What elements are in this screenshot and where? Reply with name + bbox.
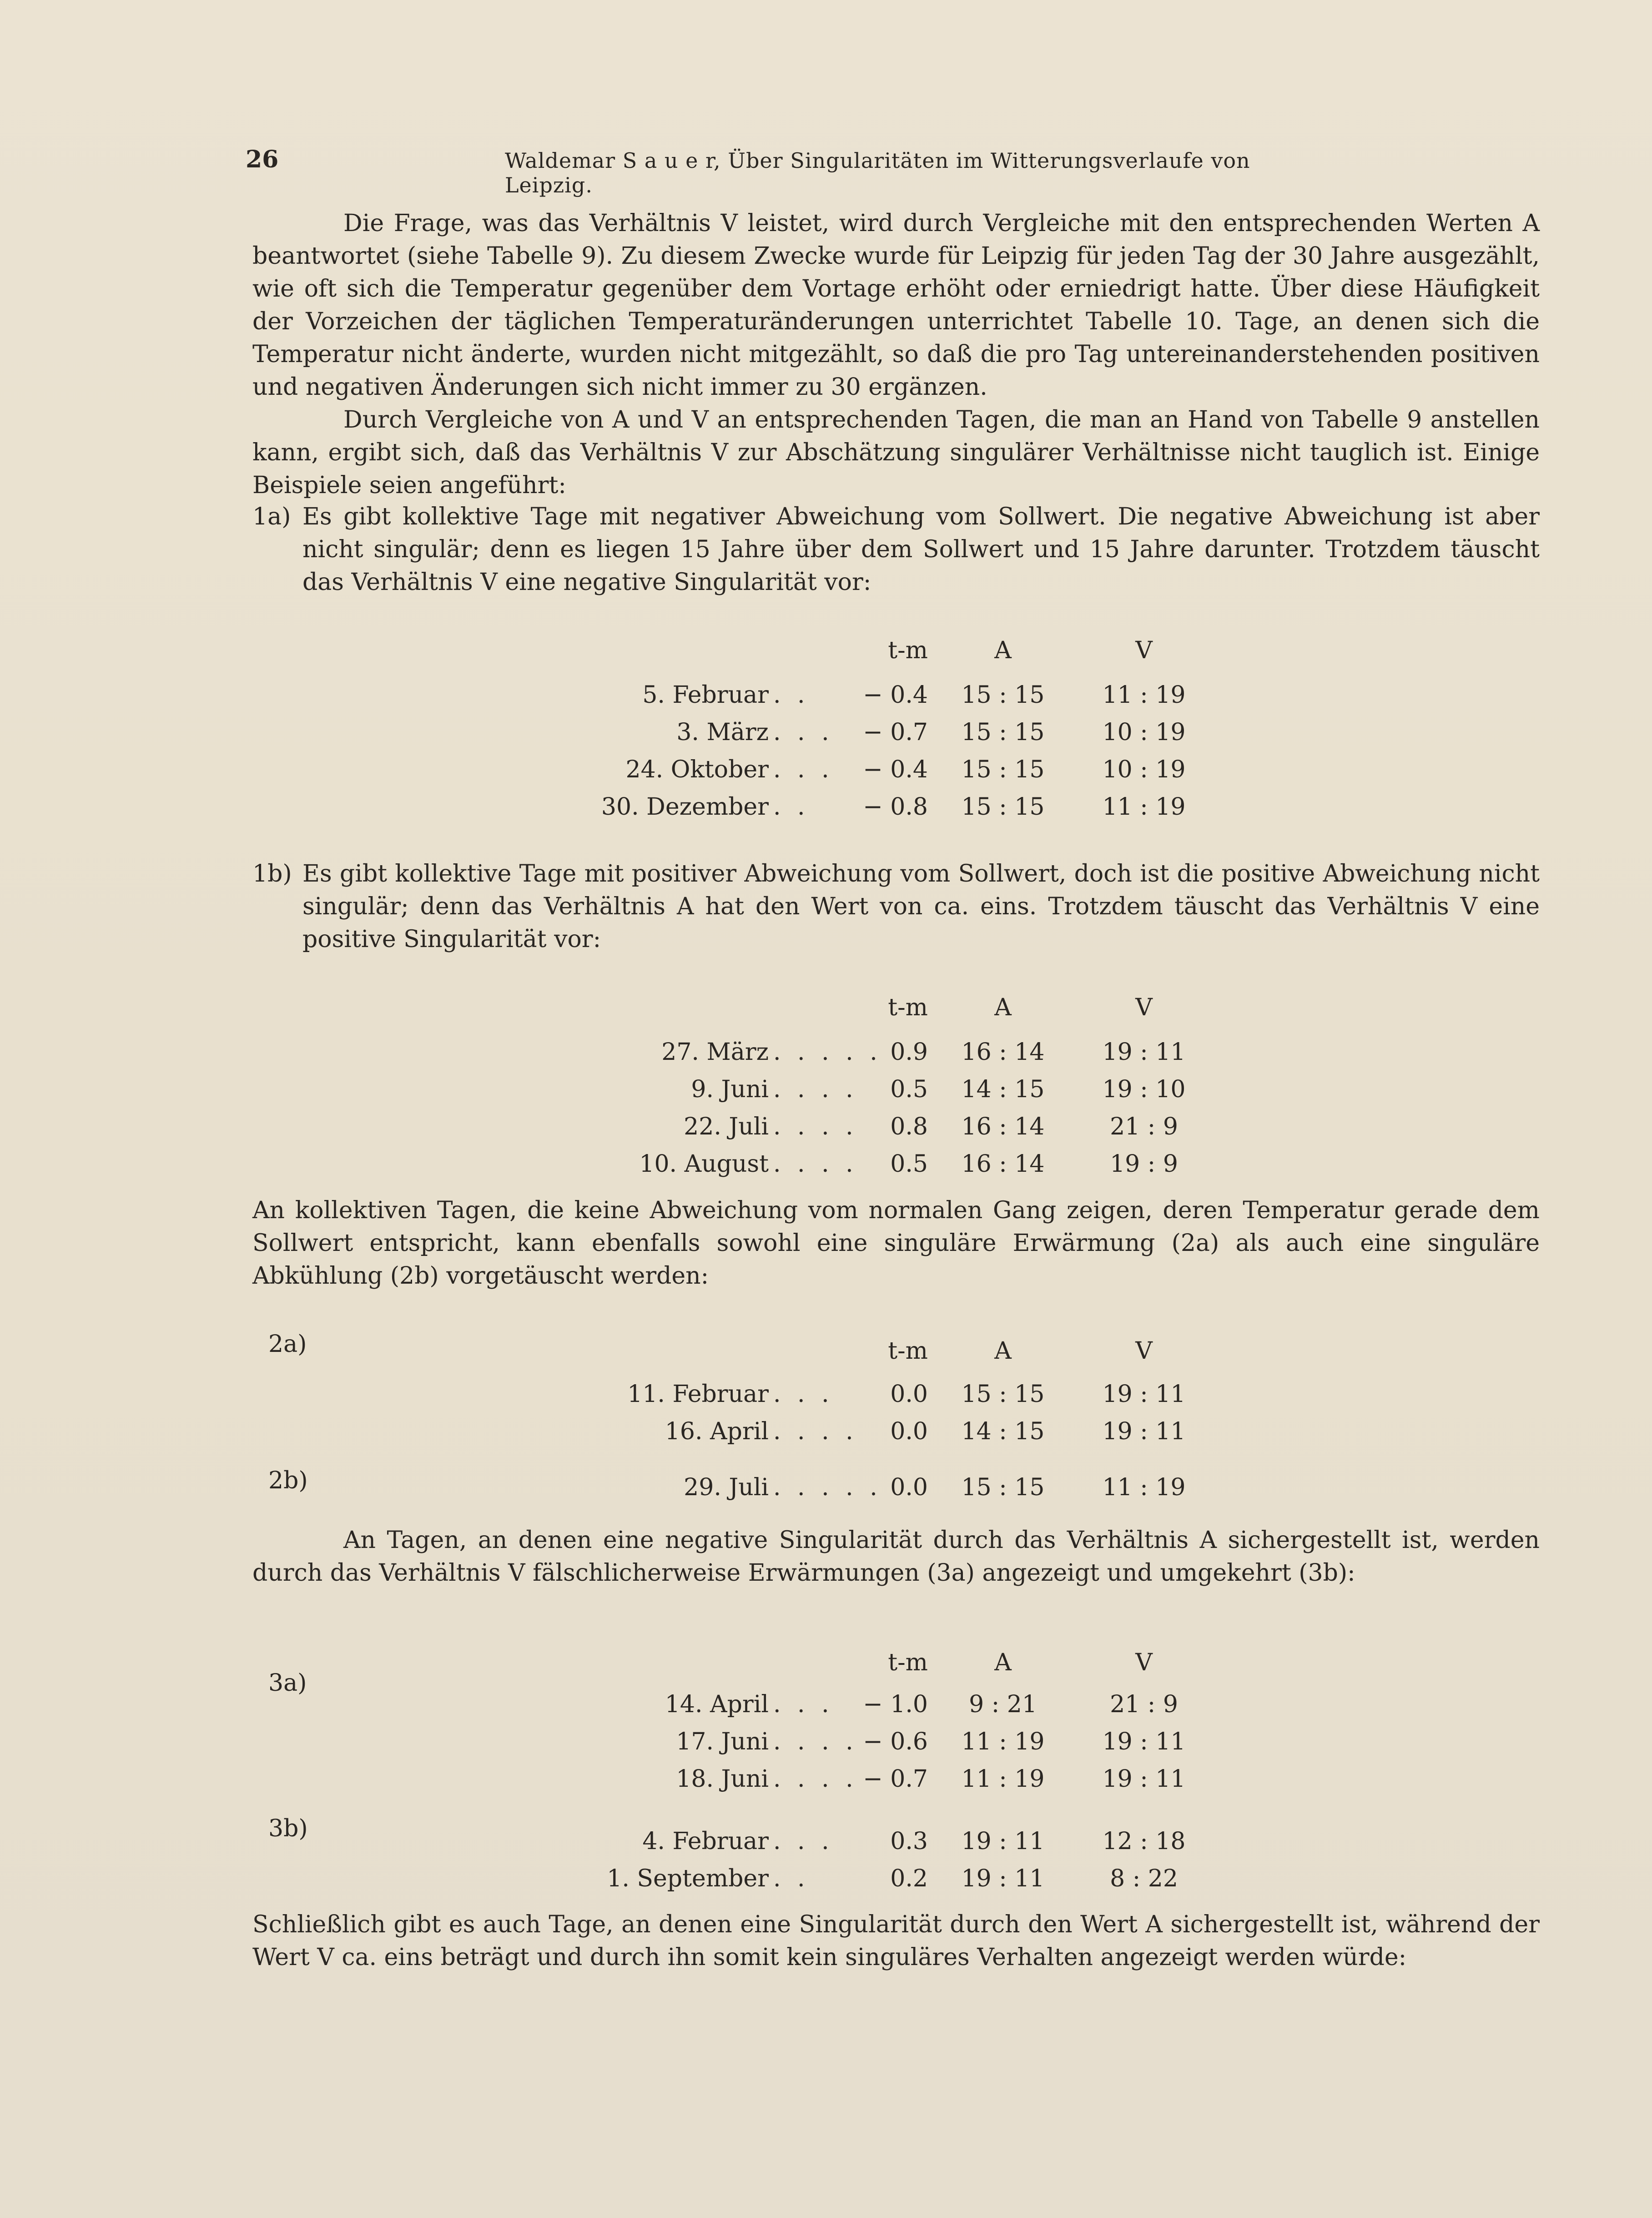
header-v: V xyxy=(1135,994,1153,1021)
example-1a xyxy=(252,500,1540,599)
example-1b xyxy=(252,857,1540,956)
cell-tm: − 0.6 xyxy=(863,1728,928,1755)
cell-date: 3. März xyxy=(676,719,769,746)
sub-label-3a: 3a) xyxy=(268,1669,307,1697)
paragraph: An Tagen, an denen eine negative Singularität durch das Verhältnis A sichergestellt ist, werden durch das Verhältnis V fälschlicherweise Erwärmungen (3a) angezeigt und umgekehrt (3b): xyxy=(252,1527,1540,1587)
cell-tm: 0.5 xyxy=(890,1150,928,1178)
cell-tm: − 0.7 xyxy=(863,719,928,746)
cell-dots: . . . . xyxy=(773,1113,858,1140)
cell-v: 10 : 19 xyxy=(1102,719,1186,746)
cell-dots: . . . xyxy=(773,756,834,783)
paragraph-5 xyxy=(252,1908,1540,1974)
cell-v: 12 : 18 xyxy=(1102,1828,1186,1855)
cell-date: 14. April xyxy=(665,1691,769,1718)
cell-date: 5. Februar xyxy=(642,681,769,709)
cell-dots: . . xyxy=(773,681,810,709)
cell-tm: 0.5 xyxy=(890,1076,928,1103)
cell-v: 10 : 19 xyxy=(1102,756,1186,783)
cell-v: 11 : 19 xyxy=(1102,681,1186,709)
cell-a: 16 : 14 xyxy=(961,1150,1045,1178)
cell-a: 15 : 15 xyxy=(961,1474,1045,1501)
cell-tm: − 0.4 xyxy=(863,681,928,709)
cell-date: 17. Juni xyxy=(676,1728,769,1755)
cell-a: 14 : 15 xyxy=(961,1418,1045,1445)
cell-dots: . . . xyxy=(773,1828,834,1855)
cell-a: 14 : 15 xyxy=(961,1076,1045,1103)
cell-a: 15 : 15 xyxy=(961,719,1045,746)
cell-dots: . . . . . xyxy=(773,1038,882,1066)
cell-tm: − 1.0 xyxy=(863,1691,928,1718)
cell-v: 19 : 10 xyxy=(1102,1076,1186,1103)
cell-tm: 0.3 xyxy=(890,1828,928,1855)
cell-tm: 0.8 xyxy=(890,1113,928,1140)
cell-v: 21 : 9 xyxy=(1110,1113,1178,1140)
cell-dots: . . . . xyxy=(773,1076,858,1103)
cell-tm: − 0.4 xyxy=(863,756,928,783)
cell-date: 18. Juni xyxy=(676,1765,769,1793)
cell-v: 19 : 11 xyxy=(1102,1765,1186,1793)
cell-a: 11 : 19 xyxy=(961,1728,1045,1755)
cell-date: 9. Juni xyxy=(691,1076,769,1103)
cell-a: 15 : 15 xyxy=(961,756,1045,783)
cell-a: 16 : 14 xyxy=(961,1038,1045,1066)
cell-a: 15 : 15 xyxy=(961,793,1045,821)
paragraph: Die Frage, was das Verhältnis V leistet, wird durch Vergleiche mit den entsprechenden Werten A beantwortet (siehe Tabelle 9). Zu diesem Zwecke wurde für Leipzig für jeden Tag der 30 Jahre ausgezählt, wie oft sich die Temperatur gegenüber dem Vortage erhöht oder erniedrigt hatte. Über diese Häufigkeit der Vorzeichen der täglichen Temperaturänderungen unterrichtet Tabelle 10. Tage, an denen sich die Temperatur nicht änderte, wurden nicht mitgezählt, so daß die pro Tag untereinanderstehenden positiven und negativen Änderungen sich nicht immer zu 30 ergänzen. xyxy=(252,210,1540,401)
sub-label-2b: 2b) xyxy=(268,1467,308,1494)
table-1a xyxy=(573,637,1255,828)
cell-a: 9 : 21 xyxy=(969,1691,1037,1718)
cell-dots: . . . xyxy=(773,719,834,746)
header-v: V xyxy=(1135,1649,1153,1676)
header-a: A xyxy=(994,1649,1012,1676)
cell-dots: . . . xyxy=(773,1381,834,1408)
paragraph: Durch Vergleiche von A und V an entsprechenden Tagen, die man an Hand von Tabelle 9 anstellen kann, ergibt sich, daß das Verhältnis V zur Abschätzung singulärer Verhältnisse nicht tauglich ist. Einige Beispiele seien angeführt: xyxy=(252,406,1540,499)
cell-tm: 0.0 xyxy=(890,1418,928,1445)
intro-paragraphs xyxy=(252,207,1540,502)
cell-date: 4. Februar xyxy=(642,1828,769,1855)
cell-dots: . . . . xyxy=(773,1728,858,1755)
cell-date: 16. April xyxy=(665,1418,769,1445)
paragraph: An kollektiven Tagen, die keine Abweichung vom normalen Gang zeigen, deren Temperatur gerade dem Sollwert entspricht, kann ebenfalls sowohl eine singuläre Erwärmung (2a) als auch eine singuläre Abkühlung (2b) vorgetäuscht werden: xyxy=(252,1197,1540,1290)
cell-v: 19 : 9 xyxy=(1110,1150,1178,1178)
header-tm: t-m xyxy=(888,1337,928,1365)
cell-a: 16 : 14 xyxy=(961,1113,1045,1140)
cell-dots: . . . xyxy=(773,1691,834,1718)
cell-tm: − 0.7 xyxy=(863,1765,928,1793)
cell-date: 10. August xyxy=(639,1150,769,1178)
header-a: A xyxy=(994,994,1012,1021)
running-title: Waldemar S a u e r, Über Singularitäten im Witterungsverlaufe von Leipzig. xyxy=(505,148,1250,197)
cell-v: 11 : 19 xyxy=(1102,1474,1186,1501)
header-v: V xyxy=(1135,1337,1153,1365)
cell-date: 22. Juli xyxy=(684,1113,769,1140)
cell-date: 1. September xyxy=(607,1865,769,1892)
cell-v: 21 : 9 xyxy=(1110,1691,1178,1718)
cell-tm: 0.9 xyxy=(890,1038,928,1066)
cell-dots: . . . . xyxy=(773,1418,858,1445)
cell-date: 11. Februar xyxy=(627,1381,769,1408)
sub-label-3b: 3b) xyxy=(268,1815,308,1842)
sub-label-2a: 2a) xyxy=(268,1331,307,1358)
cell-a: 11 : 19 xyxy=(961,1765,1045,1793)
example-text: Es gibt kollektive Tage mit negativer Abweichung vom Sollwert. Die negative Abweichung ist aber nicht singulär; denn es liegen 15 Jahre über dem Sollwert und 15 Jahre darunter. Trotzdem täuscht das Verhältnis V eine negative Singularität vor: xyxy=(302,503,1540,596)
cell-date: 30. Dezember xyxy=(601,793,769,821)
cell-dots: . . . . xyxy=(773,1150,858,1178)
cell-date: 29. Juli xyxy=(684,1474,769,1501)
header-tm: t-m xyxy=(888,637,928,664)
cell-v: 8 : 22 xyxy=(1110,1865,1178,1892)
cell-dots: . . xyxy=(773,1865,810,1892)
header-a: A xyxy=(994,1337,1012,1365)
header-tm: t-m xyxy=(888,994,928,1021)
example-label: 1a) xyxy=(252,503,291,530)
cell-v: 19 : 11 xyxy=(1102,1038,1186,1066)
cell-tm: 0.2 xyxy=(890,1865,928,1892)
cell-a: 15 : 15 xyxy=(961,1381,1045,1408)
paragraph-4 xyxy=(252,1524,1540,1589)
cell-tm: − 0.8 xyxy=(863,793,928,821)
cell-tm: 0.0 xyxy=(890,1474,928,1501)
table-3 xyxy=(573,1649,1255,1904)
paragraph-3 xyxy=(252,1194,1540,1292)
cell-v: 19 : 11 xyxy=(1102,1728,1186,1755)
cell-date: 24. Oktober xyxy=(625,756,769,783)
cell-dots: . . xyxy=(773,793,810,821)
paragraph: Schließlich gibt es auch Tage, an denen eine Singularität durch den Wert A sichergestellt ist, während der Wert V ca. eins beträgt und durch ihn somit kein singuläres Verhalten angezeigt werden würde: xyxy=(252,1911,1540,1971)
cell-dots: . . . . xyxy=(773,1765,858,1793)
cell-date: 27. März xyxy=(661,1038,769,1066)
table-2 xyxy=(573,1337,1255,1510)
cell-dots: . . . . . xyxy=(773,1474,882,1501)
cell-a: 19 : 11 xyxy=(961,1865,1045,1892)
example-text: Es gibt kollektive Tage mit positiver Abweichung vom Sollwert, doch ist die positive Abweichung nicht singulär; denn das Verhältnis A hat den Wert von ca. eins. Trotzdem täuscht das Verhältnis V eine positive Singularität vor: xyxy=(302,860,1540,953)
page-number: 26 xyxy=(246,146,279,173)
cell-tm: 0.0 xyxy=(890,1381,928,1408)
header-v: V xyxy=(1135,637,1153,664)
cell-v: 11 : 19 xyxy=(1102,793,1186,821)
example-label: 1b) xyxy=(252,860,292,887)
header-a: A xyxy=(994,637,1012,664)
header-tm: t-m xyxy=(888,1649,928,1676)
cell-a: 19 : 11 xyxy=(961,1828,1045,1855)
cell-v: 19 : 11 xyxy=(1102,1381,1186,1408)
page-header xyxy=(246,146,1328,197)
table-1b xyxy=(573,994,1255,1185)
cell-a: 15 : 15 xyxy=(961,681,1045,709)
cell-v: 19 : 11 xyxy=(1102,1418,1186,1445)
